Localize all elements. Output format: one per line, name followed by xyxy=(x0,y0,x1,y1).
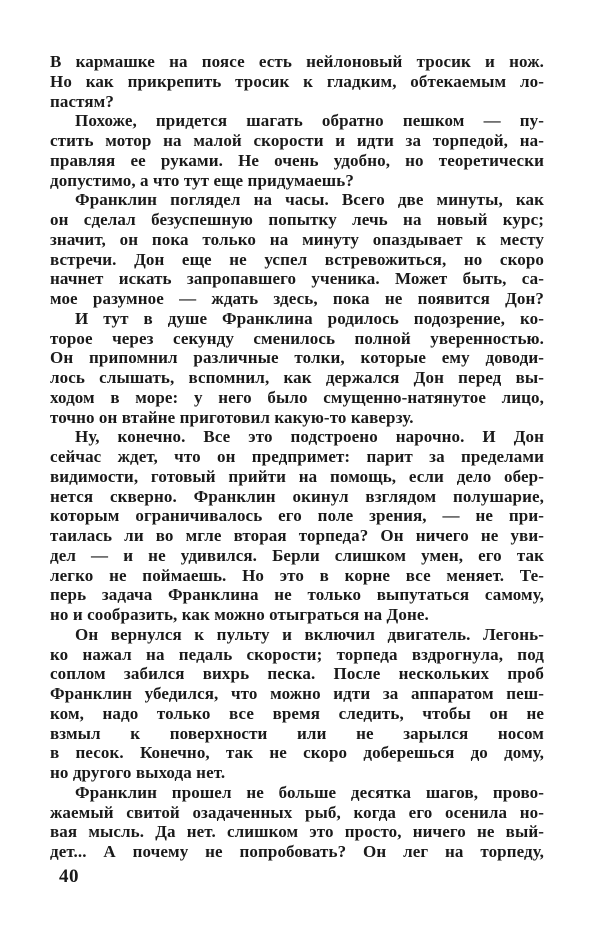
text-line: в песок. Конечно, так не скоро доберешься до дому, xyxy=(50,743,544,763)
text-line: мое разумное — ждать здесь, пока не появится Дон? xyxy=(50,289,544,308)
text-line: он сделал безуспешную попытку лечь на новый курс; xyxy=(50,210,544,229)
text-line: сейчас ждет, что он предпримет: парит за пределами xyxy=(50,447,544,466)
text-line: таилась ли во мгле вторая торпеда? Он ничего не уви- xyxy=(50,526,544,545)
text-line: Похоже, придется шагать обратно пешком — пу- xyxy=(75,111,544,131)
text-line: лось слышать, вспомнил, как держался Дон перед вы- xyxy=(50,368,544,387)
text-line: И тут в душе Франклина родилось подозрение, ко- xyxy=(75,308,544,328)
text-line: встречи. Дон еще не успел встревожиться, но скоро xyxy=(50,249,544,269)
text-line: видимости, готовый прийти на помощь, если дело обер- xyxy=(50,466,544,486)
text-line: перь задача Франклина не только выпутаться самому, xyxy=(50,585,544,605)
text-line: начнет искать запропавшего ученика. Может быть, са- xyxy=(50,269,544,289)
text-line: ходом в море: у него было смущенно-натянутое лицо, xyxy=(50,387,544,407)
text-line: которым ограничивалось его поле зрения, — не при- xyxy=(50,506,544,526)
text-line: легко не поймаешь. Но это в корне все меняет. Те- xyxy=(50,565,544,585)
text-line: правляя ее руками. Не очень удобно, но теоретически xyxy=(50,150,544,170)
text-line: ко нажал на педаль скорости; торпеда вздрогнула, под xyxy=(50,644,544,664)
text-line: точно он втайне приготовил какую-то каверзу. xyxy=(50,407,414,427)
text-line: но и сообразить, как можно отыграться на Доне. xyxy=(50,605,429,624)
text-line: Но как прикрепить тросик к гладким, обтекаемым ло- xyxy=(50,71,544,91)
text-line: пастям? xyxy=(50,91,114,111)
text-line: Франклин прошел не больше десятка шагов, прово- xyxy=(75,782,544,802)
text-line: В кармашке на поясе есть нейлоновый тросик и нож. xyxy=(50,52,544,71)
text-line: Ну, конечно. Все это подстроено нарочно. И Дон xyxy=(75,427,544,447)
text-line: нется скверно. Франклин окинул взглядом полушарие, xyxy=(50,486,544,506)
page-number: 40 xyxy=(59,866,79,887)
text-line: ком, надо только все время следить, чтобы он не xyxy=(50,703,544,723)
text-line: Он вернулся к пульту и включил двигатель. Легонь- xyxy=(75,624,544,644)
text-line: Он припомнил различные толки, которые ему доводи- xyxy=(50,348,544,368)
text-line: стить мотор на малой скорости и идти за торпедой, на- xyxy=(50,131,544,150)
text-line: но другого выхода нет. xyxy=(50,763,226,782)
text-line: вая мысль. Да нет. слишком это просто, ничего не вый- xyxy=(50,822,544,842)
page-text xyxy=(50,52,544,862)
text-line: дел — и не удивился. Берли слишком умен, его так xyxy=(50,545,544,565)
text-line: взмыл к поверхности или не зарылся носом xyxy=(50,723,544,743)
text-line: жаемый свитой озадаченных рыб, когда его осенила но- xyxy=(50,802,544,822)
text-line: Франклин убедился, что можно идти за аппаратом пеш- xyxy=(50,684,544,703)
text-line: Франклин поглядел на часы. Всего две минуты, как xyxy=(75,190,544,210)
text-line: дет... А почему не попробовать? Он лег на торпеду, xyxy=(50,842,544,861)
text-line: торое через секунду сменилось полной уверенностью. xyxy=(50,328,544,348)
text-line: соплом забился вихрь песка. После нескольких проб xyxy=(50,664,544,684)
text-line: допустимо, а что тут еще придумаешь? xyxy=(50,170,354,190)
text-line: значит, он пока только на минуту опаздывает к месту xyxy=(50,229,544,249)
